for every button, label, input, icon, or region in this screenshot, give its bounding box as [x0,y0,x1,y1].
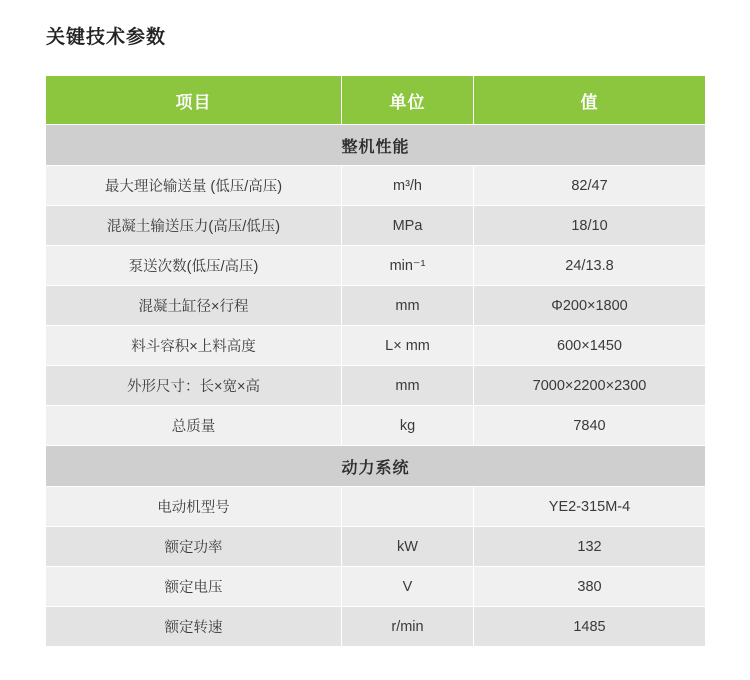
row-value: 82/47 [474,166,706,206]
row-item: 外形尺寸：长×宽×高 [46,366,342,406]
page-title: 关键技术参数 [46,27,167,48]
row-item: 额定功率 [46,527,342,567]
section-header-row [46,446,706,487]
row-value: 18/10 [474,206,706,246]
row-unit: min⁻¹ [342,246,474,286]
table-body [46,125,706,647]
table-row [46,246,706,286]
row-value: 1485 [474,607,706,647]
row-value: Φ200×1800 [474,286,706,326]
row-item: 料斗容积×上料高度 [46,326,342,366]
row-item: 总质量 [46,406,342,446]
column-header-item: 项目 [46,76,342,125]
row-value: 380 [474,567,706,607]
table-row [46,326,706,366]
row-item: 电动机型号 [46,487,342,527]
row-unit: V [342,567,474,607]
row-unit: r/min [342,607,474,647]
row-value: YE2-315M-4 [474,487,706,527]
row-unit: m³/h [342,166,474,206]
table-header [46,76,706,125]
section-header-row [46,125,706,166]
table-row [46,527,706,567]
table-row [46,166,706,206]
row-unit: mm [342,366,474,406]
table-row [46,366,706,406]
table-row [46,567,706,607]
table-row [46,206,706,246]
row-item: 最大理论输送量 (低压/高压) [46,166,342,206]
column-header-value: 值 [474,76,706,125]
row-value: 132 [474,527,706,567]
row-unit [342,487,474,527]
row-item: 额定转速 [46,607,342,647]
row-item: 混凝土输送压力(高压/低压) [46,206,342,246]
table-row [46,406,706,446]
row-value: 7000×2200×2300 [474,366,706,406]
row-value: 600×1450 [474,326,706,366]
table-row [46,487,706,527]
row-item: 混凝土缸径×行程 [46,286,342,326]
column-header-unit: 单位 [342,76,474,125]
row-unit: kW [342,527,474,567]
row-unit: L× mm [342,326,474,366]
row-item: 额定电压 [46,567,342,607]
table-row [46,286,706,326]
row-value: 24/13.8 [474,246,706,286]
row-unit: MPa [342,206,474,246]
row-value: 7840 [474,406,706,446]
row-item: 泵送次数(低压/高压) [46,246,342,286]
row-unit: mm [342,286,474,326]
table-row [46,607,706,647]
specifications-table [45,75,706,647]
row-unit: kg [342,406,474,446]
table-header-row [46,76,706,125]
section-title-machine-performance: 整机性能 [46,125,706,166]
section-title-power-system: 动力系统 [46,446,706,487]
spec-page [0,22,750,680]
